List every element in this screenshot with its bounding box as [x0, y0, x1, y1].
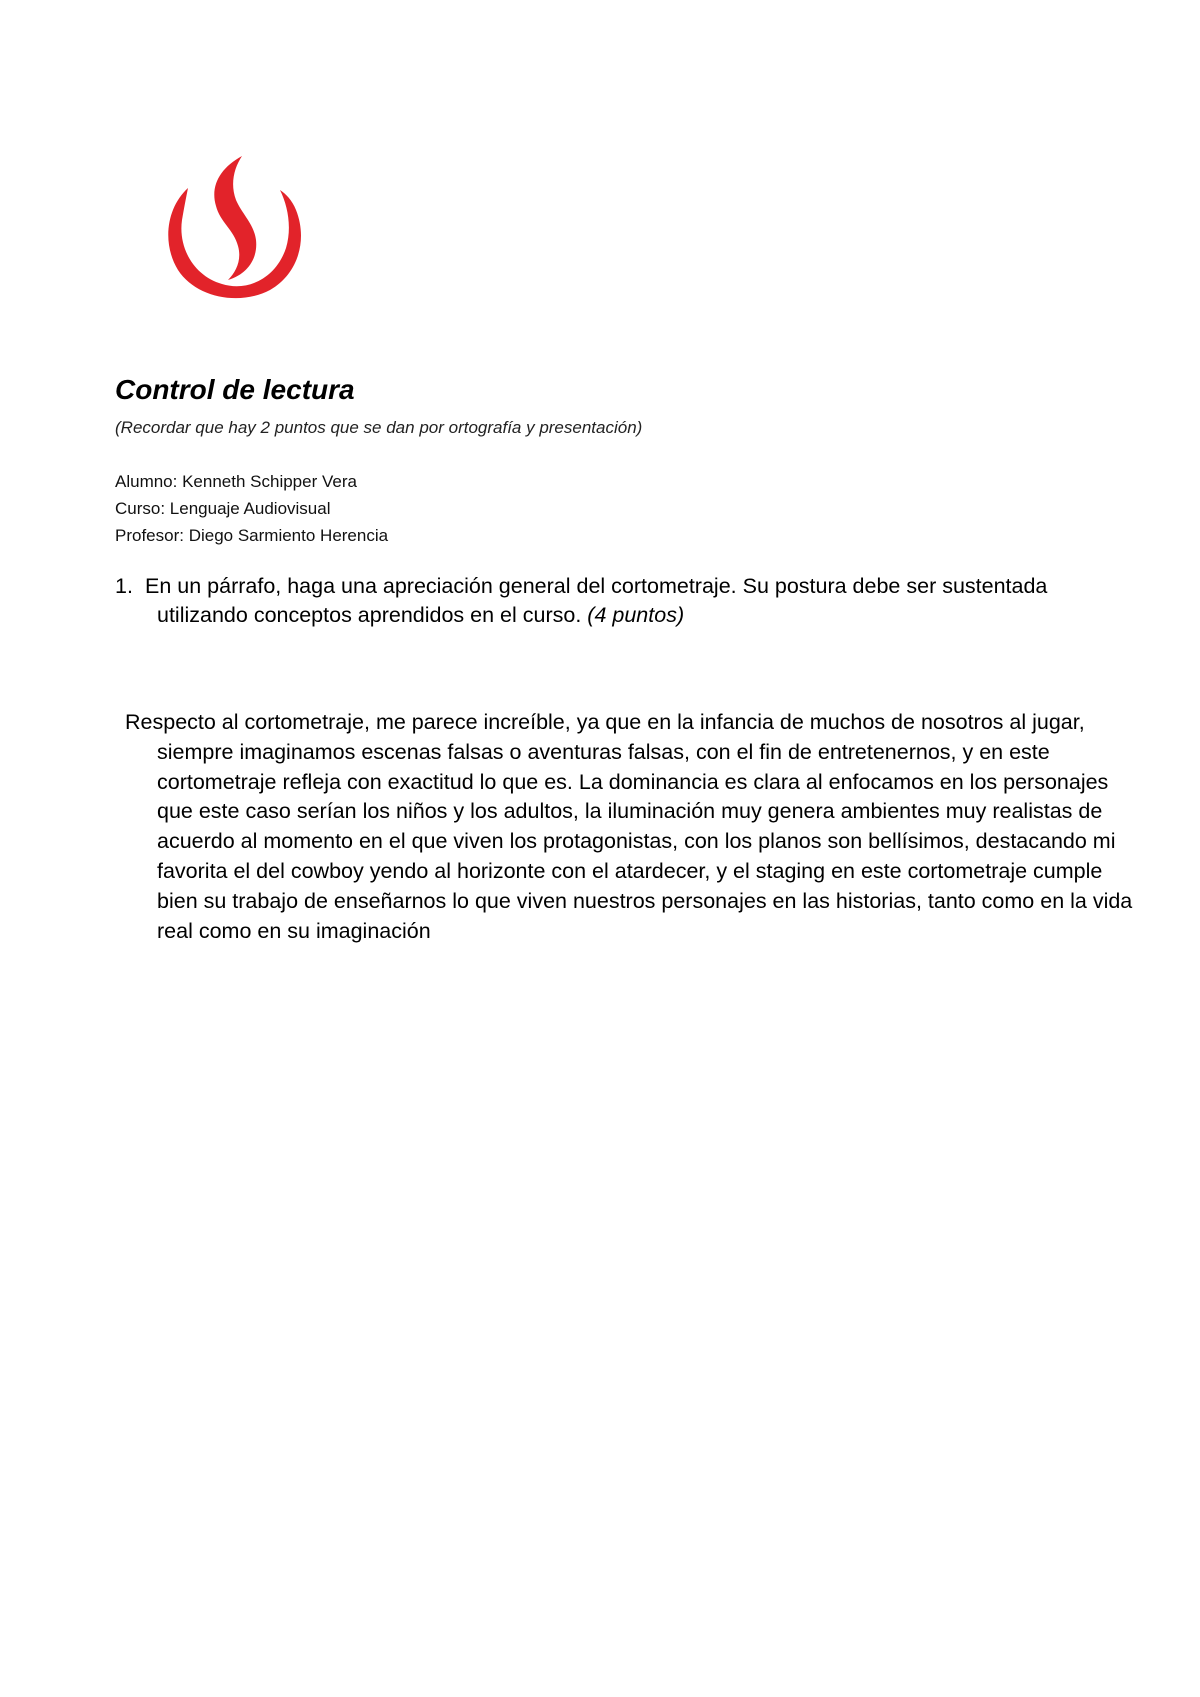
question-1: [115, 572, 1117, 630]
course-name: Curso: Lenguaje Audiovisual: [115, 499, 331, 518]
answer-paragraph: Respecto al cortometraje, me parece increíble, ya que en la infancia de muchos de nosotros al jugar, siempre imaginamos escenas falsas o aventuras falsas, con el fin de entretenernos, y en este cortometraje refleja con exactitud lo que es. La dominancia es clara al enfocamos en los personajes que este caso serían los niños y los adultos, la iluminación muy genera ambientes muy realistas de acuerdo al momento en el que viven los protagonistas, con los planos son bellísimos, destacando mi favorita el del cowboy yendo al horizonte con el atardecer, y el staging en este cortometraje cumple bien su trabajo de enseñarnos lo que viven nuestros personajes en las historias, tanto como en la vida real como en su imaginación: [125, 710, 1133, 943]
logo-flame: [214, 156, 256, 280]
grading-note: (Recordar que hay 2 puntos que se dan por ortografía y presentación): [115, 418, 643, 437]
document-title: Control de lectura: [115, 374, 355, 405]
student-info: [115, 468, 388, 549]
question-text: En un párrafo, haga una apreciación general del cortometraje. Su postura debe ser sustentada utilizando conceptos aprendidos en el curso.: [145, 574, 1048, 627]
professor-name: Profesor: Diego Sarmiento Herencia: [115, 526, 389, 545]
logo-graphic: [158, 156, 306, 304]
student-name: Alumno: Kenneth Schipper Vera: [115, 472, 357, 491]
question-points: (4 puntos): [587, 603, 685, 627]
question-number: 1.: [115, 574, 133, 598]
upc-flame-logo-icon: [158, 156, 306, 304]
